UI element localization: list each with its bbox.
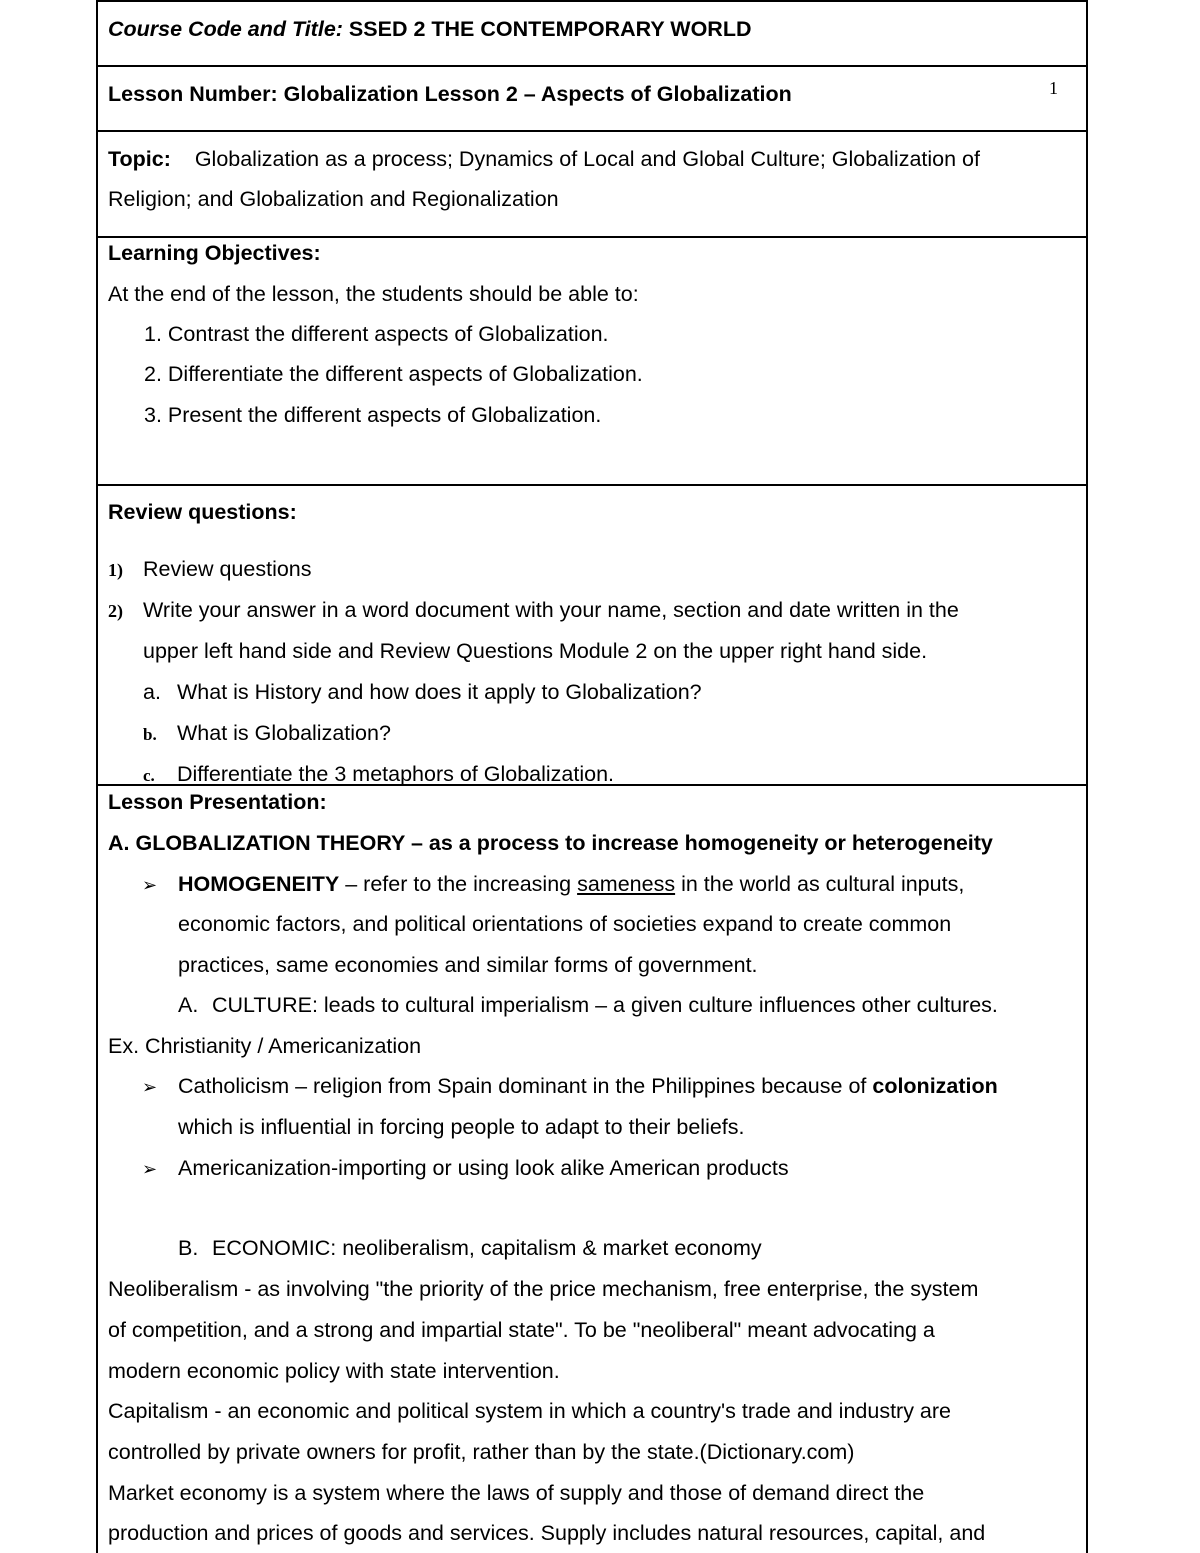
neoliberalism-line-3: modern economic policy with state intervention.	[108, 1359, 560, 1383]
review-sub-b	[143, 720, 391, 748]
catholicism-line-2: which is influential in forcing people to adapt to their beliefs.	[178, 1115, 745, 1139]
row-divider	[98, 130, 1086, 132]
homogeneity-bullet	[142, 871, 964, 898]
review-number: 2)	[108, 601, 123, 621]
economic-item	[178, 1235, 762, 1261]
lesson-title: Globalization Lesson 2 – Aspects of Globalization	[283, 82, 792, 106]
neoliberalism-line-2: of competition, and a strong and impartial state". To be "neoliberal" meant advocating a	[108, 1318, 935, 1342]
course-title: SSED 2 THE CONTEMPORARY WORLD	[348, 17, 752, 41]
economic-text: ECONOMIC: neoliberalism, capitalism & market economy	[212, 1236, 762, 1260]
topic-text: Globalization as a process; Dynamics of Local and Global Culture; Globalization of	[194, 147, 980, 171]
objective-item: 1. Contrast the different aspects of Globalization.	[144, 322, 609, 346]
review-item-2-cont: upper left hand side and Review Questions Module 2 on the upper right hand side.	[143, 639, 928, 663]
presentation-heading: Lesson Presentation:	[108, 790, 327, 814]
americanization-text: Americanization-importing or using look alike American products	[178, 1156, 789, 1180]
row-divider	[98, 484, 1086, 486]
market-economy-line-2: production and prices of goods and services. Supply includes natural resources, capital, and	[108, 1521, 986, 1545]
homogeneity-text: in the world as cultural inputs,	[675, 872, 965, 896]
sub-label: b.	[143, 725, 157, 744]
culture-item	[178, 992, 998, 1018]
review-number: 1)	[108, 560, 123, 580]
course-label: Course Code and Title:	[108, 17, 343, 41]
row-divider	[98, 236, 1086, 238]
review-sub-a	[143, 679, 702, 705]
colonization-term: colonization	[872, 1074, 998, 1098]
page-number: 1	[1049, 78, 1058, 98]
lesson-row	[108, 81, 792, 107]
sub-text: What is History and how does it apply to Globalization?	[177, 680, 702, 704]
catholicism-text: Catholicism – religion from Spain dominant in the Philippines because of	[178, 1074, 873, 1098]
theory-heading: A. GLOBALIZATION THEORY – as a process to increase homogeneity or heterogeneity	[108, 831, 993, 855]
sameness-underlined: sameness	[577, 872, 676, 896]
objectives-heading: Learning Objectives:	[108, 241, 321, 265]
sub-text: Differentiate the 3 metaphors of Globalization.	[177, 762, 615, 786]
capitalism-line-1: Capitalism - an economic and political system in which a country's trade and industry are	[108, 1399, 951, 1423]
example-line: Ex. Christianity / Americanization	[108, 1034, 422, 1058]
review-text: Write your answer in a word document with your name, section and date written in the	[143, 598, 959, 622]
objectives-intro: At the end of the lesson, the students should be able to:	[108, 282, 639, 306]
americanization-bullet	[142, 1155, 789, 1182]
market-economy-line-1: Market economy is a system where the laws of supply and those of demand direct the	[108, 1481, 925, 1505]
course-row	[108, 16, 751, 42]
objective-item: 2. Differentiate the different aspects of Globalization.	[144, 362, 643, 386]
culture-label: A.	[178, 993, 199, 1017]
row-divider	[98, 784, 1086, 786]
review-item-2	[108, 597, 959, 624]
row-divider	[98, 65, 1086, 67]
sub-text: What is Globalization?	[177, 721, 391, 745]
sub-label: c.	[143, 766, 155, 785]
lesson-label: Lesson Number:	[108, 82, 278, 106]
homogeneity-line-2: economic factors, and political orientations of societies expand to create common	[178, 912, 952, 936]
objective-item: 3. Present the different aspects of Globalization.	[144, 403, 602, 427]
review-text: Review questions	[143, 557, 312, 581]
review-heading: Review questions:	[108, 500, 297, 524]
culture-text: CULTURE: leads to cultural imperialism – a given culture influences other cultures.	[212, 993, 998, 1017]
economic-label: B.	[178, 1236, 199, 1260]
review-item-1	[108, 556, 312, 583]
catholicism-bullet	[142, 1073, 998, 1100]
homogeneity-text: – refer to the increasing	[339, 872, 578, 896]
lesson-plan-table	[96, 0, 1088, 1553]
topic-label: Topic:	[108, 147, 171, 171]
topic-line-2: Religion; and Globalization and Regionalization	[108, 187, 559, 211]
arrow-bullet-icon: ➢	[142, 875, 158, 895]
arrow-bullet-icon: ➢	[142, 1159, 158, 1179]
capitalism-line-2: controlled by private owners for profit, rather than by the state.(Dictionary.com)	[108, 1440, 855, 1464]
homogeneity-line-3: practices, same economies and similar forms of government.	[178, 953, 758, 977]
sub-label: a.	[143, 680, 161, 704]
neoliberalism-line-1: Neoliberalism - as involving "the priority of the price mechanism, free enterprise, the system	[108, 1277, 979, 1301]
arrow-bullet-icon: ➢	[142, 1077, 158, 1097]
homogeneity-term: HOMOGENEITY	[178, 872, 340, 896]
topic-line-1	[108, 146, 980, 172]
